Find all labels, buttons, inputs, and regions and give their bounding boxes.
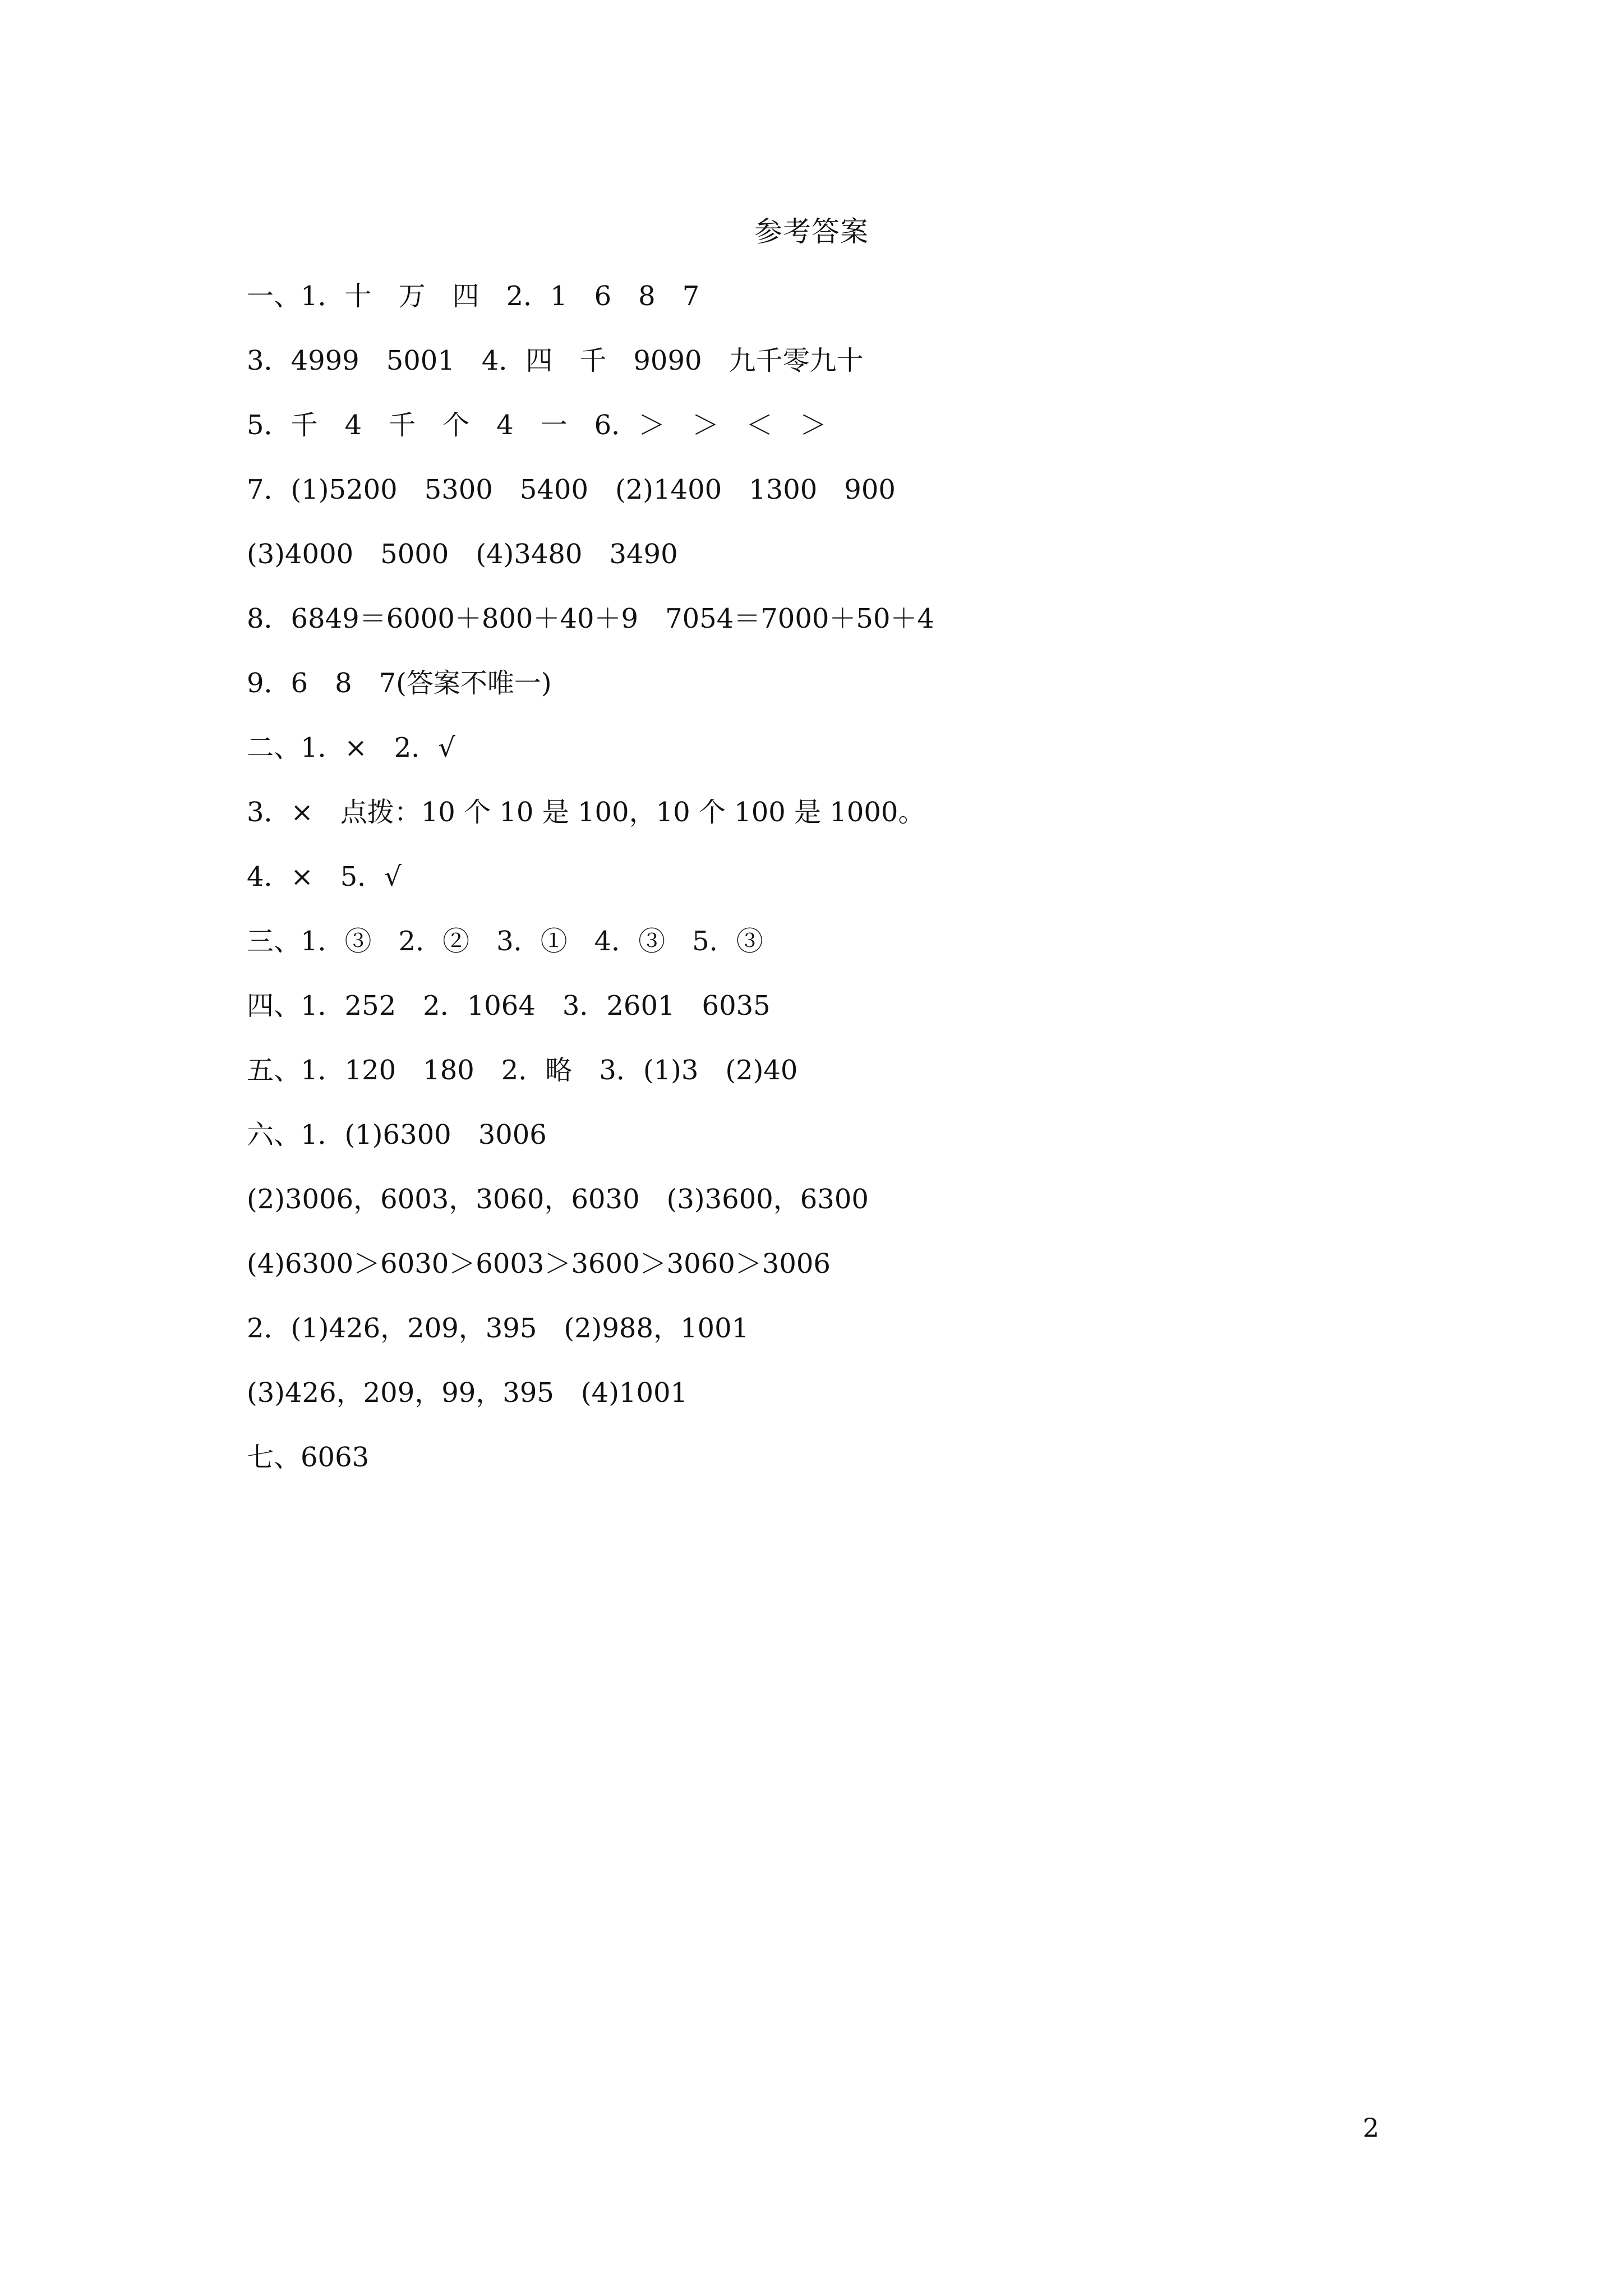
answer-line-9: 3．× 点拨：10 个 10 是 100，10 个 100 是 1000。 bbox=[247, 797, 925, 828]
answer-line-3: 5．千 4 千 个 4 一 6．＞ ＞ ＜ ＞ bbox=[247, 409, 827, 441]
answer-line-11: 三、1．③ 2．② 3．① 4．③ 5．③ bbox=[247, 926, 763, 957]
answer-line-8: 二、1．× 2．√ bbox=[247, 732, 455, 763]
answer-line-18: (3)426，209，99，395 (4)1001 bbox=[247, 1377, 688, 1409]
answer-line-4: 7．(1)5200 5300 5400 (2)1400 1300 900 bbox=[247, 474, 896, 505]
answer-line-7: 9．6 8 7(答案不唯一) bbox=[247, 668, 552, 699]
answer-line-13: 五、1．120 180 2．略 3．(1)3 (2)40 bbox=[247, 1055, 798, 1086]
answer-line-17: 2．(1)426，209，395 (2)988，1001 bbox=[247, 1313, 749, 1344]
answer-line-6: 8．6849＝6000＋800＋40＋9 7054＝7000＋50＋4 bbox=[247, 603, 935, 634]
answer-line-2: 3．4999 5001 4．四 千 9090 九千零九十 bbox=[247, 345, 864, 376]
answer-line-14: 六、1．(1)6300 3006 bbox=[247, 1119, 547, 1151]
answer-line-5: (3)4000 5000 (4)3480 3490 bbox=[247, 539, 678, 570]
answer-line-15: (2)3006，6003，3060，6030 (3)3600，6300 bbox=[247, 1184, 869, 1215]
page-number: 2 bbox=[1363, 2113, 1380, 2143]
answer-line-16: (4)6300＞6030＞6003＞3600＞3060＞3006 bbox=[247, 1248, 831, 1280]
answer-line-10: 4．× 5．√ bbox=[247, 861, 402, 892]
answer-list bbox=[247, 268, 1481, 1494]
answer-line-1: 一、1．十 万 四 2．1 6 8 7 bbox=[247, 280, 700, 312]
answer-line-19: 七、6063 bbox=[247, 1442, 370, 1473]
page-title: 参考答案 bbox=[754, 215, 869, 248]
answer-line-12: 四、1．252 2．1064 3．2601 6035 bbox=[247, 990, 771, 1022]
